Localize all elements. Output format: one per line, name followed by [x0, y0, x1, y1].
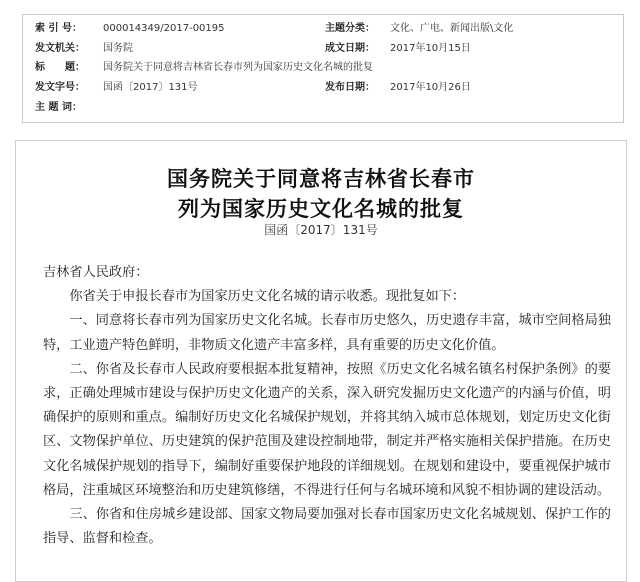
- index-number-label: 索 引 号：: [35, 23, 82, 34]
- paragraph-two: 二、你省及长春市人民政府要根据本批复精神，按照《历史文化名城名镇名村保护条例》的要求，正确处理城市建设与保护历史文化遗产的关系，深入研究发掘历史文化遗产的内涵与价值，明确保护的原则和重点。编制好历史文化名城保护规划，并将其纳入城市总体规划，划定历史文化街区、文物保护单位、历史建筑的保护范围及建设控制地带，制定并严格实施相关保护措施。在历史文化名城保护规划的指导下，编制好重要保护地段的详细规划。在规划和建设中，要重视保护城市格局，注重城区环境整治和历史建筑修缮，不得进行任何与名城环境和风貌不相协调的建设活动。: [43, 361, 611, 498]
- document-metadata-table: [22, 14, 624, 123]
- keywords-label: 主 题 词：: [35, 102, 82, 113]
- metadata-row-title: [23, 58, 623, 78]
- addressee: 吉林省人民政府：: [43, 265, 149, 280]
- metadata-row-doc-number: [23, 78, 623, 98]
- title-value: 国务院关于同意将吉林省长春市列为国家历史文化名城的批复: [103, 62, 373, 73]
- metadata-row-keywords: [23, 98, 623, 118]
- title-label: 标 题：: [35, 62, 85, 73]
- metadata-row-issuer: [23, 39, 623, 59]
- document-title-line-1: 国务院关于同意将吉林省长春市: [167, 166, 475, 191]
- date-written-value: 2017年10月15日: [390, 43, 471, 54]
- document-title-line-2: 列为国家历史文化名城的批复: [178, 196, 464, 221]
- category-value: 文化、广电、新闻出版\文化: [390, 23, 514, 34]
- metadata-row-index: [23, 19, 623, 39]
- document-text: [43, 261, 611, 551]
- publish-date-value: 2017年10月26日: [390, 82, 471, 93]
- doc-number-label: 发文字号：: [35, 82, 85, 93]
- document-number: 国函〔2017〕131号: [264, 223, 378, 237]
- paragraph-intro: 你省关于申报长春市为国家历史文化名城的请示收悉。现批复如下：: [69, 289, 466, 305]
- issuer-label: 发文机关：: [35, 43, 85, 54]
- publish-date-label: 发布日期：: [325, 82, 375, 93]
- index-number-value: 000014349/2017-00195: [103, 23, 225, 34]
- document-body: [15, 140, 627, 582]
- paragraph-three: 三、你省和住房城乡建设部、国家文物局要加强对长春市国家历史文化名城规划、保护工作的指导、监督和检查。: [43, 507, 611, 547]
- category-label: 主题分类：: [325, 23, 375, 34]
- date-written-label: 成文日期：: [325, 43, 375, 54]
- issuer-value: 国务院: [103, 43, 133, 54]
- doc-number-value: 国函〔2017〕131号: [103, 82, 198, 93]
- paragraph-one: 一、同意将长春市列为国家历史文化名城。长春市历史悠久，历史遗存丰富，城市空间格局独特，工业遗产特色鲜明，非物质文化遗产丰富多样，具有重要的历史文化价值。: [43, 313, 611, 353]
